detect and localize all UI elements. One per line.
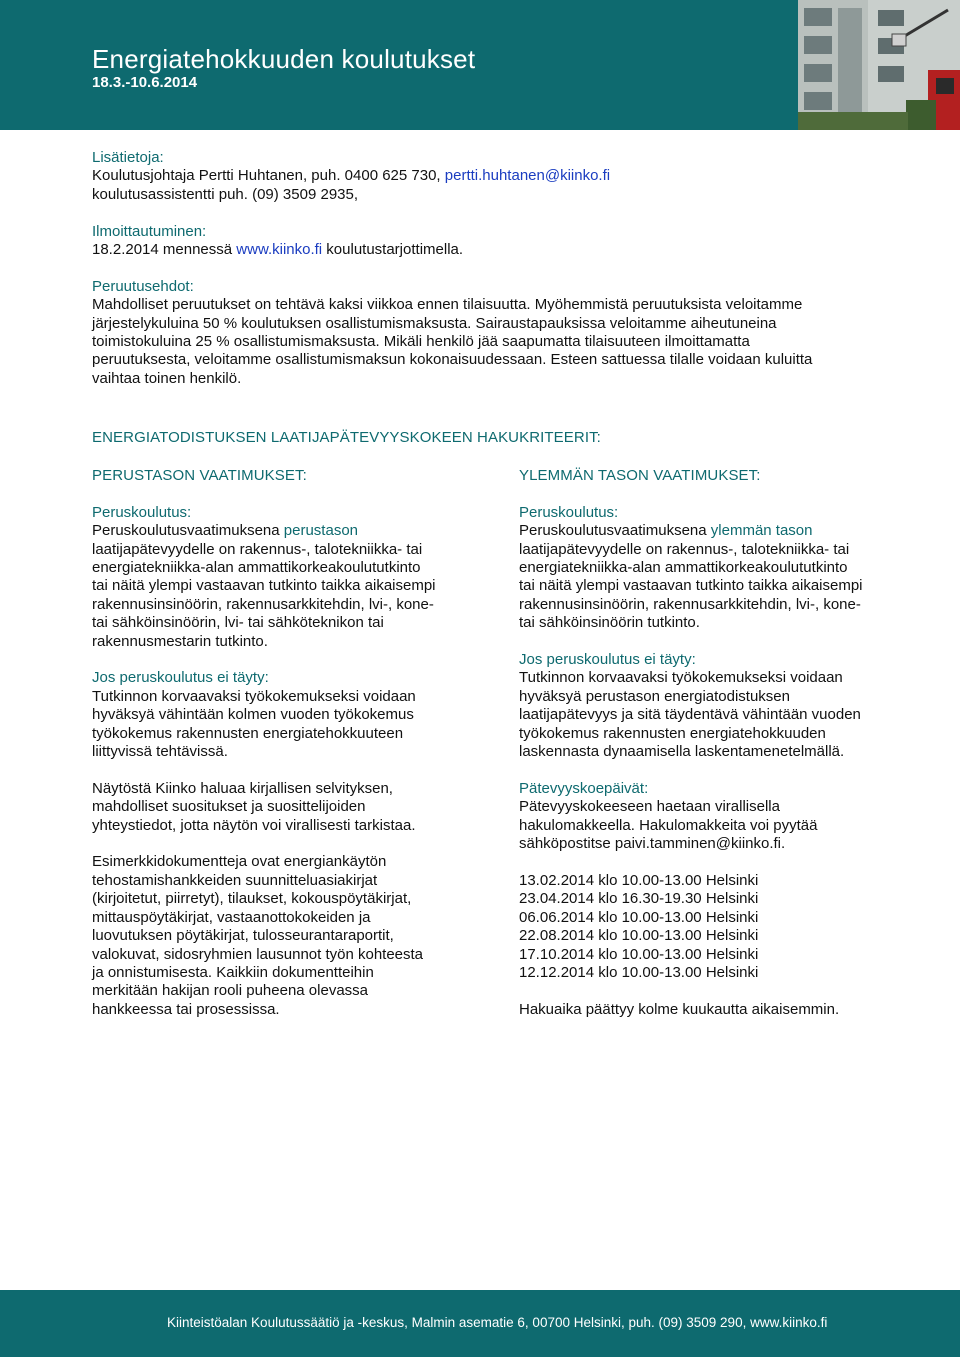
- proof-line: mahdolliset suositukset ja suosittelijoiden: [92, 798, 366, 816]
- basic-education-line: energiatekniikka-alan ammattikorkeakoulututkinto: [92, 559, 421, 577]
- course-dates: 18.3.-10.6.2014: [92, 74, 198, 91]
- exam-date-item: 13.02.2014 klo 10.00-13.00 Helsinki: [519, 871, 759, 889]
- basic-fallback-heading: Jos peruskoulutus ei täyty:: [92, 669, 269, 687]
- basic-fallback-line: liittyvissä tehtävissä.: [92, 743, 228, 761]
- exam-date-item: 12.12.2014 klo 10.00-13.00 Helsinki: [519, 963, 759, 981]
- contact-email-link[interactable]: pertti.huhtanen@kiinko.fi: [444, 167, 611, 185]
- page-header: [0, 0, 960, 130]
- higher-level-highlight: ylemmän tason: [710, 522, 813, 540]
- higher-fallback-line: työkokemus rakennusten energiatehokkuuden: [519, 724, 826, 742]
- higher-fallback-line: laskennasta dynaamisella laskentamenetelmällä.: [519, 743, 845, 761]
- basic-education-line: [92, 522, 482, 540]
- basic-fallback-line: työkokemus rakennusten energiatehokkuuteen: [92, 724, 404, 742]
- kiinko-website-link[interactable]: www.kiinko.fi: [236, 241, 323, 259]
- basic-education-line: laatijapätevyydelle on rakennus-, talotekniikka- tai: [92, 540, 423, 558]
- higher-fallback-line: laatijapätevyys ja sitä täydentävä vähintään vuoden: [519, 706, 861, 724]
- higher-level-column: [519, 467, 919, 1019]
- criteria-title: ENERGIATODISTUKSEN LAATIJAPÄTEVYYSKOKEEN HAKUKRITEERIT:: [92, 429, 601, 446]
- examples-line: mittauspöytäkirjat, vastaanottokokeiden ja: [92, 908, 371, 926]
- cancellation-line: Mahdolliset peruutukset on tehtävä kaksi viikkoa ennen tilaisuutta. Myöhemmistä peruutuksista veloitamme: [92, 296, 803, 314]
- examples-line: (kirjoitetut, piirretyt), tilaukset, kokouspöytäkirjat,: [92, 890, 412, 908]
- examples-line: merkitään hakijan rooli puheena olevassa: [92, 982, 369, 1000]
- higher-education-line: laatijapätevyydelle on rakennus-, talotekniikka- tai: [519, 540, 850, 558]
- exam-info-line: hakulomakkeella. Hakulomakkeita voi pyytää: [519, 816, 818, 834]
- registration-heading: Ilmoittautuminen:: [92, 222, 207, 240]
- cancellation-line: vaihtaa toinen henkilö.: [92, 369, 242, 387]
- examples-line: hankkeessa tai prosessissa.: [92, 1000, 280, 1018]
- higher-education-prefix: Peruskoulutusvaatimuksena: [519, 522, 711, 540]
- page-footer: [0, 1290, 960, 1357]
- basic-fallback-line: hyväksyä vähintään kolmen vuoden työkokemus: [92, 706, 414, 724]
- info-heading: Lisätietoja:: [92, 149, 164, 166]
- registration-text: [92, 241, 882, 259]
- cancellation-heading: Peruutusehdot:: [92, 277, 194, 295]
- exam-info-line: Pätevyyskokeeseen haetaan virallisella: [519, 798, 780, 816]
- exam-info-line: sähköpostitse paivi.tamminen@kiinko.fi.: [519, 835, 786, 853]
- higher-education-line: energiatekniikka-alan ammattikorkeakoulututkinto: [519, 559, 848, 577]
- building-with-crane-lift-photo: [798, 0, 960, 130]
- basic-level-column: [92, 467, 482, 1019]
- higher-fallback-heading: Jos peruskoulutus ei täyty:: [519, 651, 696, 669]
- examples-line: luovutuksen pöytäkirjat, tulosseurantaraportit,: [92, 927, 394, 945]
- basic-education-line: tai näitä ylempi vastaavan tutkinto taikka aikaisempi: [92, 577, 436, 595]
- higher-level-title: YLEMMÄN TASON VAATIMUKSET:: [519, 467, 761, 484]
- higher-education-line: tai sähköinsinöörin tutkinto.: [519, 614, 700, 632]
- basic-education-heading: Peruskoulutus:: [92, 503, 192, 521]
- basic-education-line: tai sähköinsinöörin, lvi- tai sähköteknikon tai: [92, 614, 384, 632]
- application-deadline: Hakuaika päättyy kolme kuukautta aikaisemmin.: [519, 1000, 840, 1018]
- info-line-1: [92, 167, 882, 185]
- basic-level-highlight: perustason: [283, 522, 358, 540]
- higher-education-heading: Peruskoulutus:: [519, 503, 619, 521]
- info-line-1-text: Koulutusjohtaja Pertti Huhtanen, puh. 0400 625 730,: [92, 167, 445, 185]
- higher-education-line: rakennusinsinöörin, rakennusarkkitehdin, lvi-, kone-: [519, 595, 861, 613]
- higher-education-line: tai näitä ylempi vastaavan tutkinto taikka aikaisempi: [519, 577, 863, 595]
- info-section: [92, 149, 882, 388]
- proof-line: Näytöstä Kiinko haluaa kirjallisen selvityksen,: [92, 779, 393, 797]
- info-line-2: koulutusassistentti puh. (09) 3509 2935,: [92, 185, 359, 203]
- registration-suffix: koulutustarjottimella.: [322, 241, 464, 259]
- examples-line: ja onnistumisesta. Kaikkiin dokumentteihin: [92, 963, 374, 981]
- registration-prefix: 18.2.2014 mennessä: [92, 241, 237, 259]
- cancellation-line: järjestelykuluina 50 % koulutuksen osallistumismaksusta. Sairaustapauksissa veloitamme aiheutuneina: [92, 314, 777, 332]
- higher-fallback-line: Tutkinnon korvaavaksi työkokemukseksi voidaan: [519, 669, 843, 687]
- basic-education-line: rakennusinsinöörin, rakennusarkkitehdin, lvi-, kone-: [92, 595, 434, 613]
- footer-contact: Kiinteistöalan Koulutussäätiö ja -keskus, Malmin asematie 6, 00700 Helsinki, puh. (09) 3509 290, www.kiinko.fi: [167, 1315, 828, 1330]
- basic-level-title: PERUSTASON VAATIMUKSET:: [92, 467, 307, 484]
- exam-date-item: 06.06.2014 klo 10.00-13.00 Helsinki: [519, 908, 759, 926]
- higher-education-line: [519, 522, 919, 540]
- exam-dates-heading: Pätevyyskoepäivät:: [519, 779, 649, 797]
- exam-date-item: 22.08.2014 klo 10.00-13.00 Helsinki: [519, 927, 759, 945]
- cancellation-line: peruutuksesta, veloitamme osallistumismaksun kokonaisuudessaan. Esteen sattuessa tilalle voidaan kuluitta: [92, 351, 813, 369]
- examples-line: tehostamishankkeiden suunnitteluasiakirjat: [92, 871, 378, 889]
- exam-date-item: 23.04.2014 klo 16.30-19.30 Helsinki: [519, 890, 759, 908]
- exam-date-item: 17.10.2014 klo 10.00-13.00 Helsinki: [519, 945, 759, 963]
- basic-fallback-line: Tutkinnon korvaavaksi työkokemukseksi voidaan: [92, 687, 416, 705]
- cancellation-line: toimistokuluina 25 % osallistumismaksusta. Mikäli henkilö jää saapumatta tilaisuuteen ilmoittamatta: [92, 333, 750, 351]
- examples-line: Esimerkkidokumentteja ovat energiankäytön: [92, 853, 387, 871]
- basic-education-prefix: Peruskoulutusvaatimuksena: [92, 522, 284, 540]
- proof-line: yhteystiedot, jotta näytön voi virallisesti tarkistaa.: [92, 816, 416, 834]
- page-title: Energiatehokkuuden koulutukset: [92, 44, 476, 74]
- basic-education-line: rakennusmestarin tutkinto.: [92, 632, 268, 650]
- examples-line: valokuvat, sidosryhmien lausunnot työn kohteesta: [92, 945, 424, 963]
- higher-fallback-line: hyväksyä perustason energiatodistuksen: [519, 687, 790, 705]
